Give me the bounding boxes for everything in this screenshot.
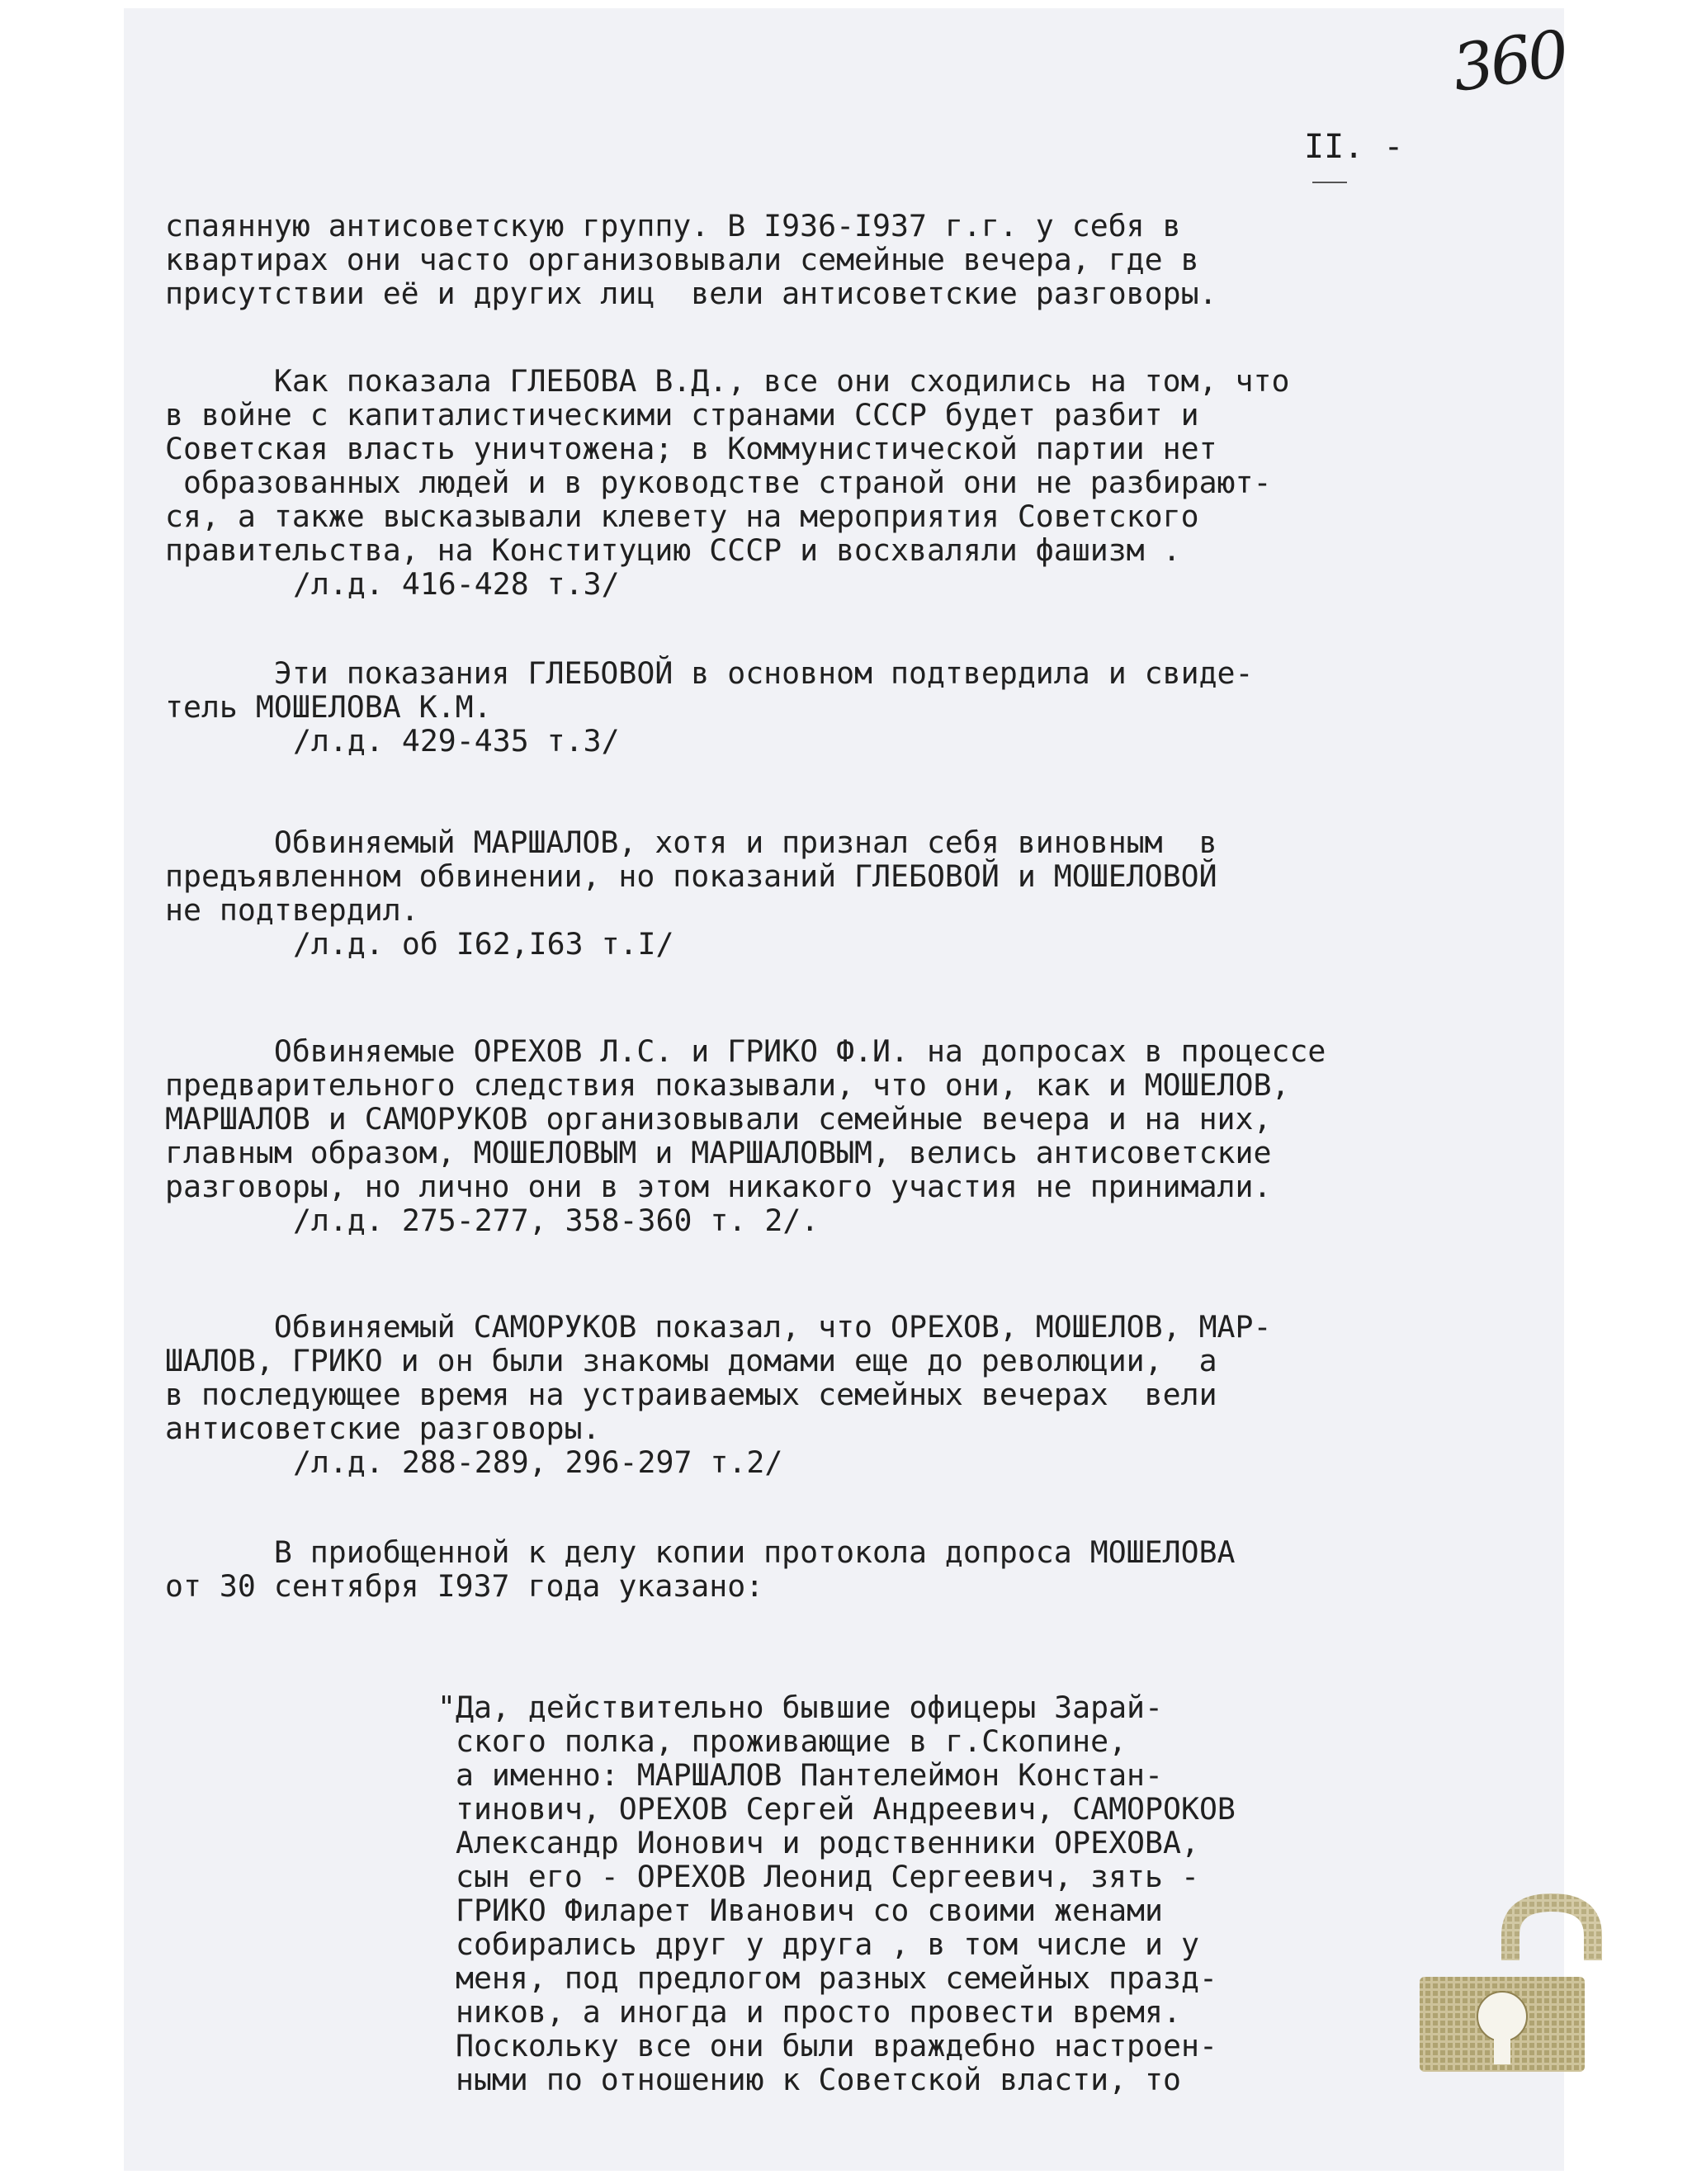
- text-line: образованных людей и в руководстве страной они не разбирают-: [165, 465, 1272, 500]
- quote-line: Александр Ионович и родственники ОРЕХОВА,: [437, 1825, 1199, 1860]
- text-line: главным образом, МОШЕЛОВЫМ и МАРШАЛОВЫМ, велись антисоветские: [165, 1135, 1272, 1170]
- handwritten-page-number: 360: [1448, 17, 1571, 107]
- typed-page-number: II. -: [1304, 128, 1404, 166]
- quote-line: ников, а иногда и просто провести время.: [437, 1994, 1181, 2030]
- text-line: правительства, на Конституцию СССР и восхваляли фашизм .: [165, 532, 1181, 568]
- text-line: ШАЛОВ, ГРИКО и он были знакомы домами еще до революции, а: [165, 1343, 1217, 1378]
- text-line: спаянную антисоветскую группу. В I936-I937 г.г. у себя в: [165, 208, 1181, 243]
- quote-line: "Да, действительно бывшие офицеры Зарай-: [437, 1690, 1163, 1725]
- text-line: Обвиняемые ОРЕХОВ Л.С. и ГРИКО Ф.И. на допросах в процессе: [165, 1033, 1326, 1069]
- quote-line: собирались друг у друга , в том числе и у: [437, 1926, 1199, 1962]
- quote-line: сын его - ОРЕХОВ Леонид Сергеевич, зять -: [437, 1859, 1199, 1894]
- text-line: антисоветские разговоры.: [165, 1411, 601, 1446]
- text-line: Советская власть уничтожена; в Коммунистической партии нет: [165, 431, 1217, 466]
- quote-line: ГРИКО Филарет Иванович со своими женами: [437, 1893, 1163, 1928]
- case-reference: /л.д. 275-277, 358-360 т. 2/.: [293, 1203, 820, 1238]
- quote-line: ского полка, проживающие в г.Скопине,: [437, 1723, 1127, 1759]
- page-number-underline: [1312, 182, 1347, 183]
- text-line: ся, а также высказывали клевету на мероприятия Советского: [165, 499, 1199, 534]
- quote-line: ными по отношению к Советской власти, то: [437, 2062, 1181, 2097]
- case-reference: /л.д. 288-289, 296-297 т.2/: [293, 1444, 783, 1480]
- text-line: в войне с капиталистическими странами СССР будет разбит и: [165, 397, 1199, 433]
- text-line: не подтвердил.: [165, 892, 419, 928]
- case-reference: /л.д. 429-435 т.3/: [293, 723, 620, 759]
- text-line: в последующее время на устраиваемых семейных вечерах вели: [165, 1377, 1217, 1412]
- text-line: предварительного следствия показывали, что они, как и МОШЕЛОВ,: [165, 1067, 1290, 1103]
- text-line: Обвиняемый САМОРУКОВ показал, что ОРЕХОВ, МОШЕЛОВ, МАР-: [165, 1309, 1272, 1345]
- text-line: квартирах они часто организовывали семейные вечера, где в: [165, 242, 1199, 277]
- open-padlock-icon: [1395, 1886, 1659, 2076]
- text-line: от 30 сентября I937 года указано:: [165, 1568, 764, 1604]
- text-line: В приобщенной к делу копии протокола допроса МОШЕЛОВА: [165, 1534, 1236, 1570]
- case-reference: /л.д. 416-428 т.3/: [293, 566, 620, 602]
- case-reference: /л.д. об I62,I63 т.I/: [293, 926, 674, 962]
- quote-line: тинович, ОРЕХОВ Сергей Андреевич, САМОРОКОВ: [437, 1791, 1236, 1827]
- text-line: Эти показания ГЛЕБОВОЙ в основном подтвердила и свиде-: [165, 655, 1254, 691]
- quote-line: меня, под предлогом разных семейных празд-: [437, 1960, 1217, 1996]
- text-line: Обвиняемый МАРШАЛОВ, хотя и признал себя виновным в: [165, 825, 1217, 860]
- text-line: тель МОШЕЛОВА К.М.: [165, 689, 492, 725]
- text-line: МАРШАЛОВ и САМОРУКОВ организовывали семейные вечера и на них,: [165, 1101, 1272, 1137]
- quote-line: Поскольку все они были враждебно настроен-: [437, 2028, 1217, 2063]
- quote-line: а именно: МАРШАЛОВ Пантелеймон Констан-: [437, 1757, 1163, 1793]
- text-line: разговоры, но лично они в этом никакого участия не принимали.: [165, 1169, 1272, 1204]
- text-line: Как показала ГЛЕБОВА В.Д., все они сходились на том, что: [165, 363, 1290, 399]
- text-line: предъявленном обвинении, но показаний ГЛЕБОВОЙ и МОШЕЛОВОЙ: [165, 858, 1217, 894]
- text-line: присутствии её и других лиц вели антисоветские разговоры.: [165, 276, 1217, 311]
